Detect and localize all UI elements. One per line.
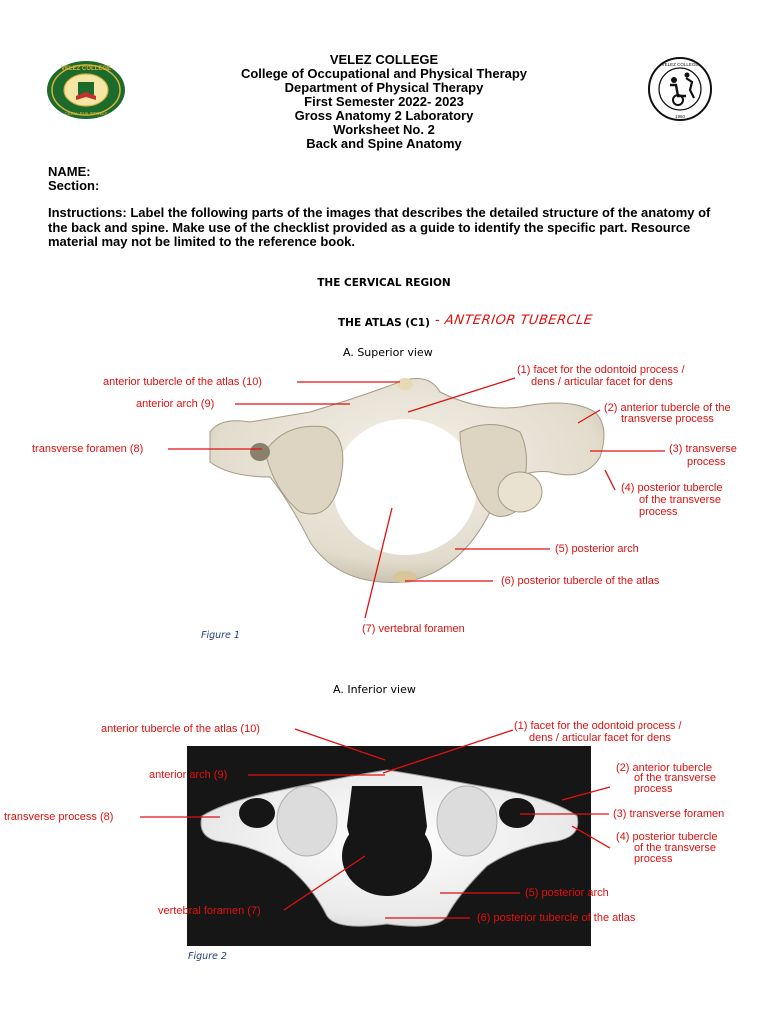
header-line-department-pt: Department of Physical Therapy xyxy=(284,80,484,95)
header-line-department-cot: College of Occupational and Physical Therapy xyxy=(240,66,528,81)
fig1-label-transverse-foramen: transverse foramen (8) xyxy=(32,443,144,455)
fig2-label-anterior-tubercle-tp-2: of the transverse xyxy=(634,772,716,784)
instructions-text: Instructions: Label the following parts of the images that describes the detailed structure of the anatomy of the back and spine. Make use of the checklist provided as a guide to identify the specific part. Resource material may not be limited to the reference book. xyxy=(48,205,711,249)
fig2-label-anterior-tubercle: anterior tubercle of the atlas (10) xyxy=(101,723,260,735)
right-logo-year: 1960 xyxy=(674,114,686,119)
fig1-label-facet-dens-2: dens / articular facet for dens xyxy=(531,376,673,388)
fig1-label-posterior-tubercle-tp-2: of the transverse xyxy=(639,494,721,506)
fig2-label-posterior-arch: (5) posterior arch xyxy=(525,887,609,899)
fig2-label-anterior-tubercle-tp-3: process xyxy=(634,783,673,795)
fig1-label-anterior-tubercle-tp-1: (2) anterior tubercle of the xyxy=(604,402,731,414)
fig2-label-posterior-tubercle-tp-2: of the transverse xyxy=(634,842,716,854)
fig1-label-transverse-process-2: process xyxy=(687,456,726,468)
figure2-caption: Figure 2 xyxy=(188,951,227,962)
left-logo-bottom: CEBU, PHILIPPINES xyxy=(64,111,108,116)
fig1-label-posterior-tubercle-tp-3: process xyxy=(639,506,678,518)
figure2-view-label: A. Inferior view xyxy=(333,683,416,696)
fig1-label-posterior-arch: (5) posterior arch xyxy=(555,543,639,555)
fig2-label-posterior-tubercle-tp-1: (4) posterior tubercle xyxy=(616,831,718,843)
fig1-label-transverse-process-1: (3) transverse xyxy=(669,443,737,455)
fig2-label-posterior-tubercle-tp-3: process xyxy=(634,853,673,865)
fig2-label-facet-dens-2: dens / articular facet for dens xyxy=(529,732,671,744)
header-line-course: Gross Anatomy 2 Laboratory xyxy=(294,108,474,123)
section-field-label: Section: xyxy=(48,178,100,193)
fig1-label-anterior-tubercle-tp-2: transverse process xyxy=(621,413,714,425)
fig1-label-facet-dens-1: (1) facet for the odontoid process / xyxy=(517,364,685,376)
fig2-label-facet-dens-1: (1) facet for the odontoid process / xyxy=(514,720,682,732)
fig1-label-anterior-tubercle: anterior tubercle of the atlas (10) xyxy=(103,376,262,388)
fig1-label-vertebral-foramen: (7) vertebral foramen xyxy=(362,623,465,635)
figure1-caption: Figure 1 xyxy=(201,630,240,641)
fig2-label-transverse-foramen: (3) transverse foramen xyxy=(613,808,725,820)
fig2-label-transverse-process: transverse process (8) xyxy=(4,811,114,823)
left-logo-text: VELEZ COLLEGE xyxy=(60,66,112,72)
header-line-college: VELEZ COLLEGE xyxy=(329,52,439,67)
fig2-label-vertebral-foramen: vertebral foramen (7) xyxy=(158,905,261,917)
fig2-label-anterior-arch: anterior arch (9) xyxy=(149,769,228,781)
header-line-semester: First Semester 2022- 2023 xyxy=(304,94,464,109)
right-logo-text: VELEZ COLLEGE xyxy=(661,62,699,67)
fig1-label-posterior-tubercle-atlas: (6) posterior tubercle of the atlas xyxy=(501,575,660,587)
header-line-worksheet: Worksheet No. 2 xyxy=(333,122,435,137)
region-title: THE CERVICAL REGION xyxy=(317,277,451,289)
header-line-topic: Back and Spine Anatomy xyxy=(306,136,462,151)
fig2-label-posterior-tubercle-atlas: (6) posterior tubercle of the atlas xyxy=(477,912,636,924)
fig1-label-posterior-tubercle-tp-1: (4) posterior tubercle xyxy=(621,482,723,494)
figure1-view-label: A. Superior view xyxy=(343,346,433,359)
handwritten-note: - ANTERIOR TUBERCLE xyxy=(433,313,594,328)
name-field-label: NAME: xyxy=(48,164,91,179)
fig1-label-anterior-arch: anterior arch (9) xyxy=(136,398,215,410)
fig2-label-anterior-tubercle-tp-1: (2) anterior tubercle xyxy=(616,762,712,774)
atlas-title: THE ATLAS (C1) xyxy=(338,317,430,329)
